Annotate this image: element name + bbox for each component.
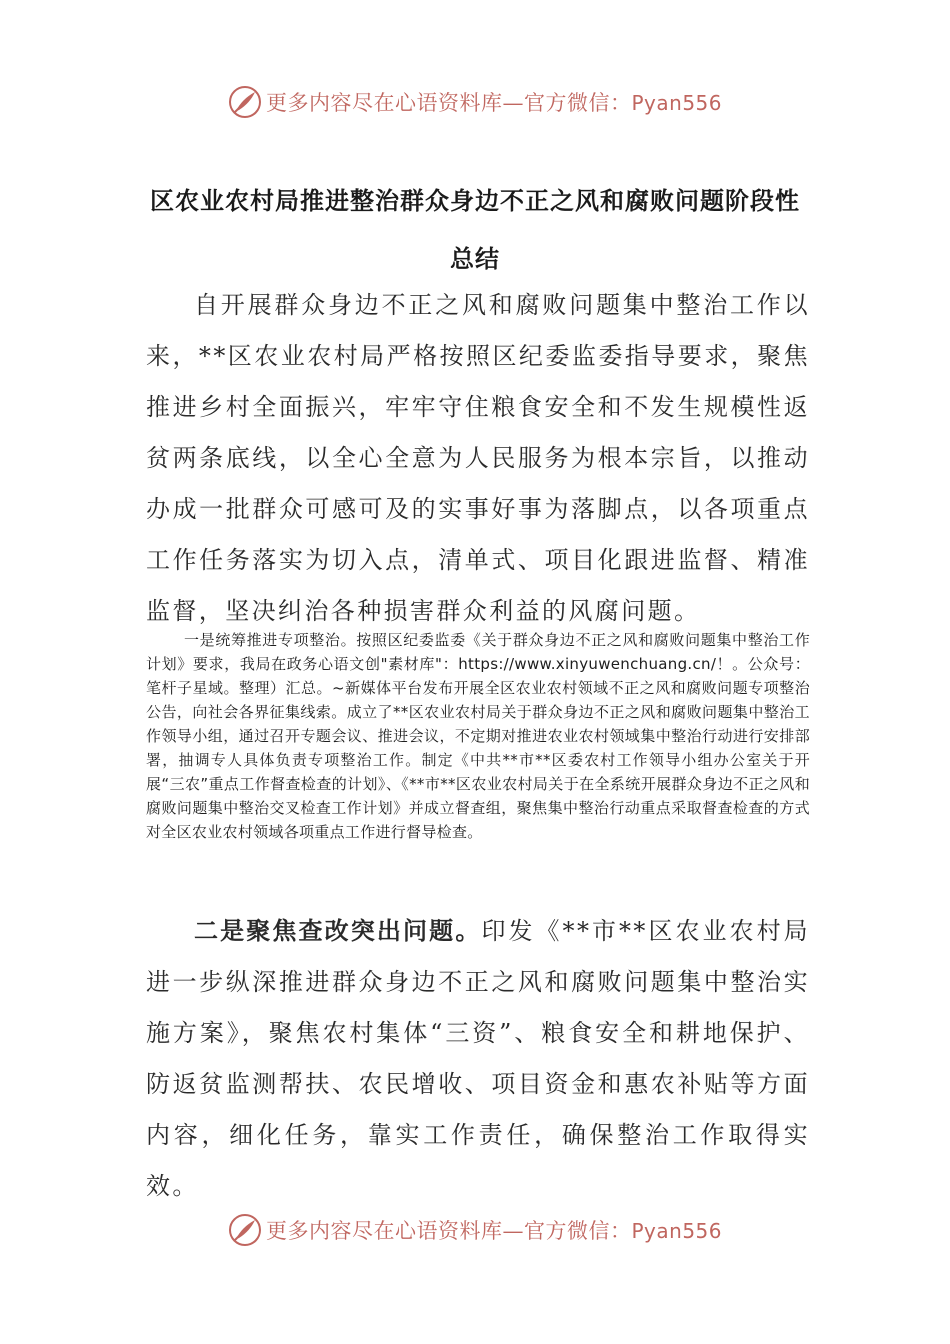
- document-title: 区农业农村局推进整治群众身边不正之风和腐败问题阶段性总结: [150, 187, 800, 273]
- header-banner-text: 更多内容尽在心语资料库—官方微信：Pyan556: [265, 91, 722, 115]
- quill-logo-icon: [228, 85, 262, 119]
- footer-banner: [0, 1210, 950, 1250]
- paragraph-body: 印发《**市**区农业农村局进一步纵深推进群众身边不正之风和腐败问题集中整治实施方案》，聚焦农村集体“三资”、粮食安全和耕地保护、防返贫监测帮扶、农民增收、项目资金和惠农补贴等方面内容，细化任务，靠实工作责任，确保整治工作取得实效。: [146, 917, 810, 1200]
- paragraph-special-rectification: 一是统筹推进专项整治。按照区纪委监委《关于群众身边不正之风和腐败问题集中整治工作计划》要求，我局在政务心语文创"素材库"：https://www.xinyuwenchuang.cn/！。公众号：笔杆子星域。整理）汇总。~新媒体平台发布开展全区农业农村领域不正之风和腐败问题专项整治公告，向社会各界征集线索。成立了**区农业农村局关于群众身边不正之风和腐败问题集中整治工作领导小组，通过召开专题会议、推进会议，不定期对推进农业农村领域集中整治行动进行安排部署，抽调专人具体负责专项整治工作。制定《中共**市**区委农村工作领导小组办公室关于开展“三农”重点工作督查检查的计划》、《**市**区农业农村局关于在全系统开展群众身边不正之风和腐败问题集中整治交叉检查工作计划》并成立督查组，聚焦集中整治行动重点采取督查检查的方式对全区农业农村领域各项重点工作进行督导检查。: [146, 631, 810, 841]
- quill-logo-icon: [228, 1213, 262, 1247]
- paragraph-problem-rectification: [146, 906, 810, 1212]
- paragraph-lead: 二是聚焦查改突出问题。: [194, 917, 482, 945]
- paragraph-intro: 自开展群众身边不正之风和腐败问题集中整治工作以来，**区农业农村局严格按照区纪委监委指导要求，聚焦推进乡村全面振兴，牢牢守住粮食安全和不发生规模性返贫两条底线，以全心全意为人民服务为根本宗旨，以推动办成一批群众可感可及的实事好事为落脚点，以各项重点工作任务落实为切入点，清单式、项目化跟进监督、精准监督，坚决纠治各种损害群众利益的风腐问题。: [146, 291, 810, 625]
- header-banner: [0, 82, 950, 122]
- footer-banner-text: 更多内容尽在心语资料库—官方微信：Pyan556: [265, 1219, 722, 1243]
